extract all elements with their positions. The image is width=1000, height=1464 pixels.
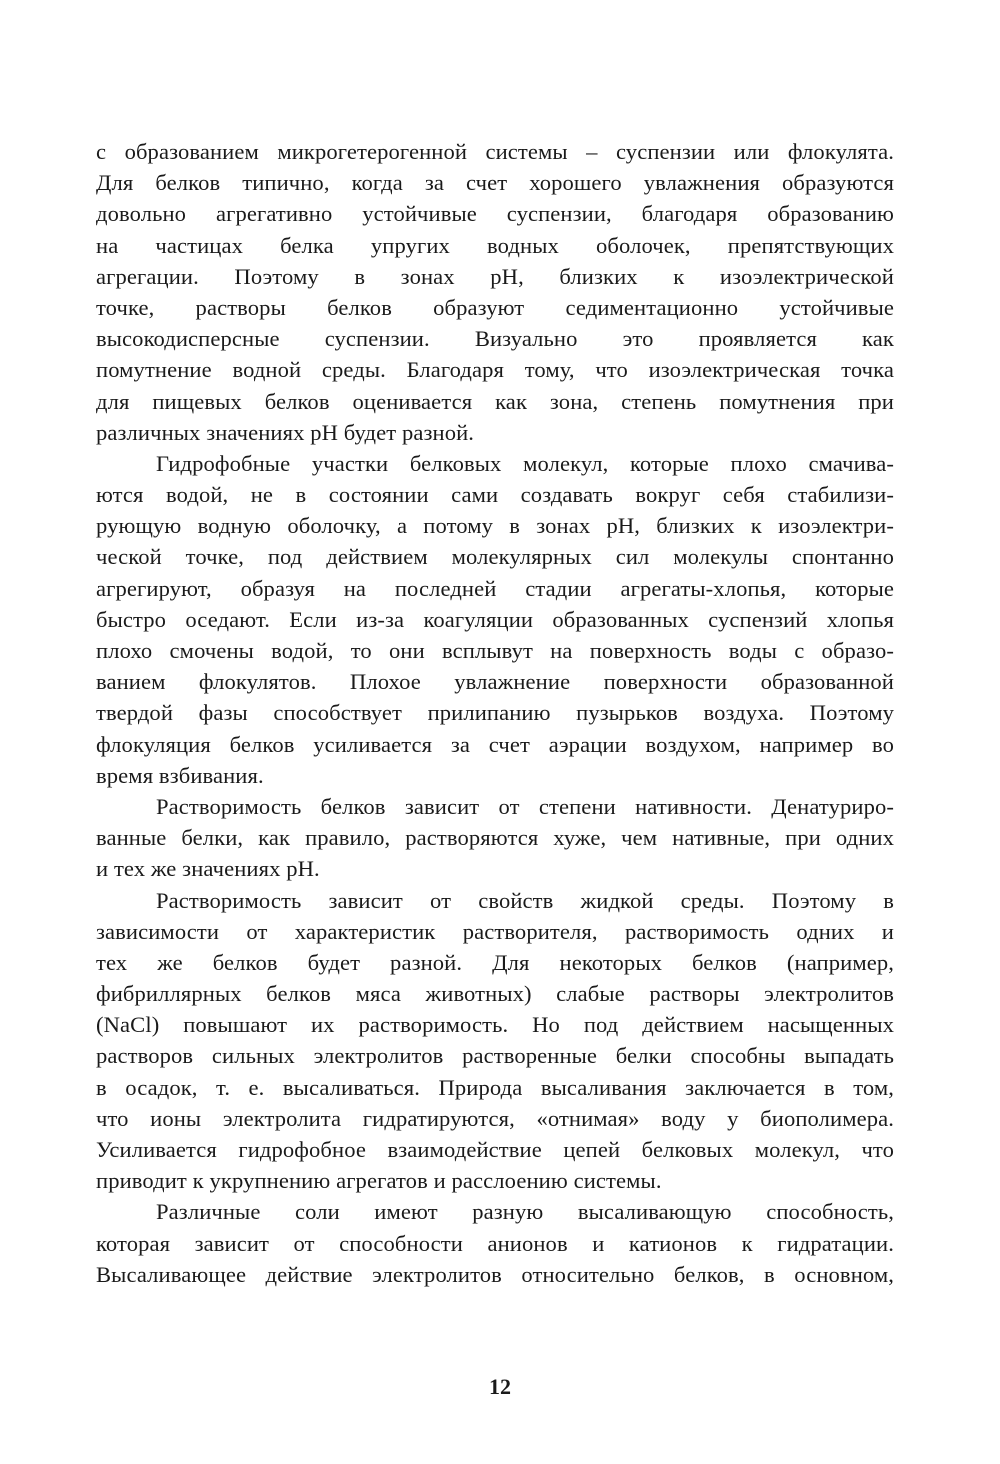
paragraph-5 <box>96 1196 894 1290</box>
text-line: рующую водную оболочку, а потому в зонах pH, близких к изоэлектри- <box>96 513 894 539</box>
text-line: ческой точке, под действием молекулярных сил молекулы спонтанно <box>96 544 894 570</box>
text-line: ванные белки, как правило, растворяются хуже, чем нативные, при одних <box>96 825 894 851</box>
text-line: твердой фазы способствует прилипанию пузырьков воздуха. Поэтому <box>96 700 894 726</box>
text-line: и тех же значениях pH. <box>96 856 320 882</box>
text-line: быстро оседают. Если из-за коагуляции образованных суспензий хлопья <box>96 606 894 632</box>
text-line: что ионы электролита гидратируются, «отнимая» воду у биополимера. <box>96 1105 894 1131</box>
text-line: Высаливающее действие электролитов относительно белков, в основном, <box>96 1261 894 1287</box>
paragraph-1 <box>96 136 894 448</box>
text-line: агрегации. Поэтому в зонах pH, близких к изоэлектрической <box>96 263 894 289</box>
text-line: довольно агрегативно устойчивые суспензии, благодаря образованию <box>96 201 894 227</box>
text-line: Растворимость зависит от свойств жидкой среды. Поэтому в <box>156 887 894 913</box>
text-line: плохо смочены водой, то они всплывут на поверхность воды с образо- <box>96 638 894 663</box>
text-line: растворов сильных электролитов растворенные белки способны выпадать <box>96 1043 894 1069</box>
text-line: с образованием микрогетерогенной системы – суспензии или флокулята. <box>96 139 894 164</box>
text-line: фибриллярных белков мяса животных) слабые растворы электролитов <box>96 981 894 1007</box>
text-line: флокуляция белков усиливается за счет аэрации воздухом, например во <box>96 731 894 757</box>
text-line: (NaCl) повышают их растворимость. Но под действием насыщенных <box>96 1012 894 1038</box>
paragraph-4 <box>96 885 894 1197</box>
text-line: тех же белков будет разной. Для некоторых белков (например, <box>96 949 894 975</box>
text-line: ются водой, не в состоянии сами создавать вокруг себя стабилизи- <box>96 482 894 508</box>
page-body <box>96 136 894 1290</box>
text-line: время взбивания. <box>96 762 264 788</box>
text-line: ванием флокулятов. Плохое увлажнение поверхности образованной <box>96 669 894 695</box>
page-number: 12 <box>489 1374 511 1399</box>
text-line: Различные соли имеют разную высаливающую способность, <box>156 1199 894 1225</box>
text-line: Для белков типично, когда за счет хорошего увлажнения образуются <box>96 170 894 196</box>
text-line: которая зависит от способности анионов и катионов к гидратации. <box>96 1230 894 1256</box>
text-line: Гидрофобные участки белковых молекул, которые плохо смачива- <box>156 450 894 476</box>
text-line: на частицах белка упругих водных оболочек, препятствующих <box>96 232 894 258</box>
text-line: зависимости от характеристик растворителя, растворимость одних и <box>96 918 894 944</box>
text-line: различных значениях pH будет разной. <box>96 419 475 445</box>
text-line: высокодисперсные суспензии. Визуально это проявляется как <box>96 326 894 352</box>
text-line: помутнение водной среды. Благодаря тому, что изоэлектрическая точка <box>96 357 894 383</box>
text-line: в осадок, т. е. высаливаться. Природа высаливания заключается в том, <box>96 1074 894 1100</box>
text-line: для пищевых белков оценивается как зона, степень помутнения при <box>96 388 894 414</box>
text-line: Растворимость белков зависит от степени нативности. Денатуриро- <box>156 793 894 819</box>
paragraph-2 <box>96 448 894 791</box>
text-line: Усиливается гидрофобное взаимодействие цепей белковых молекул, что <box>96 1137 894 1162</box>
text-line: точке, растворы белков образуют седиментационно устойчивые <box>96 294 894 320</box>
text-line: приводит к укрупнению агрегатов и расслоению системы. <box>96 1168 662 1194</box>
paragraph-3 <box>96 791 894 885</box>
text-line: агрегируют, образуя на последней стадии агрегаты-хлопья, которые <box>96 575 894 601</box>
